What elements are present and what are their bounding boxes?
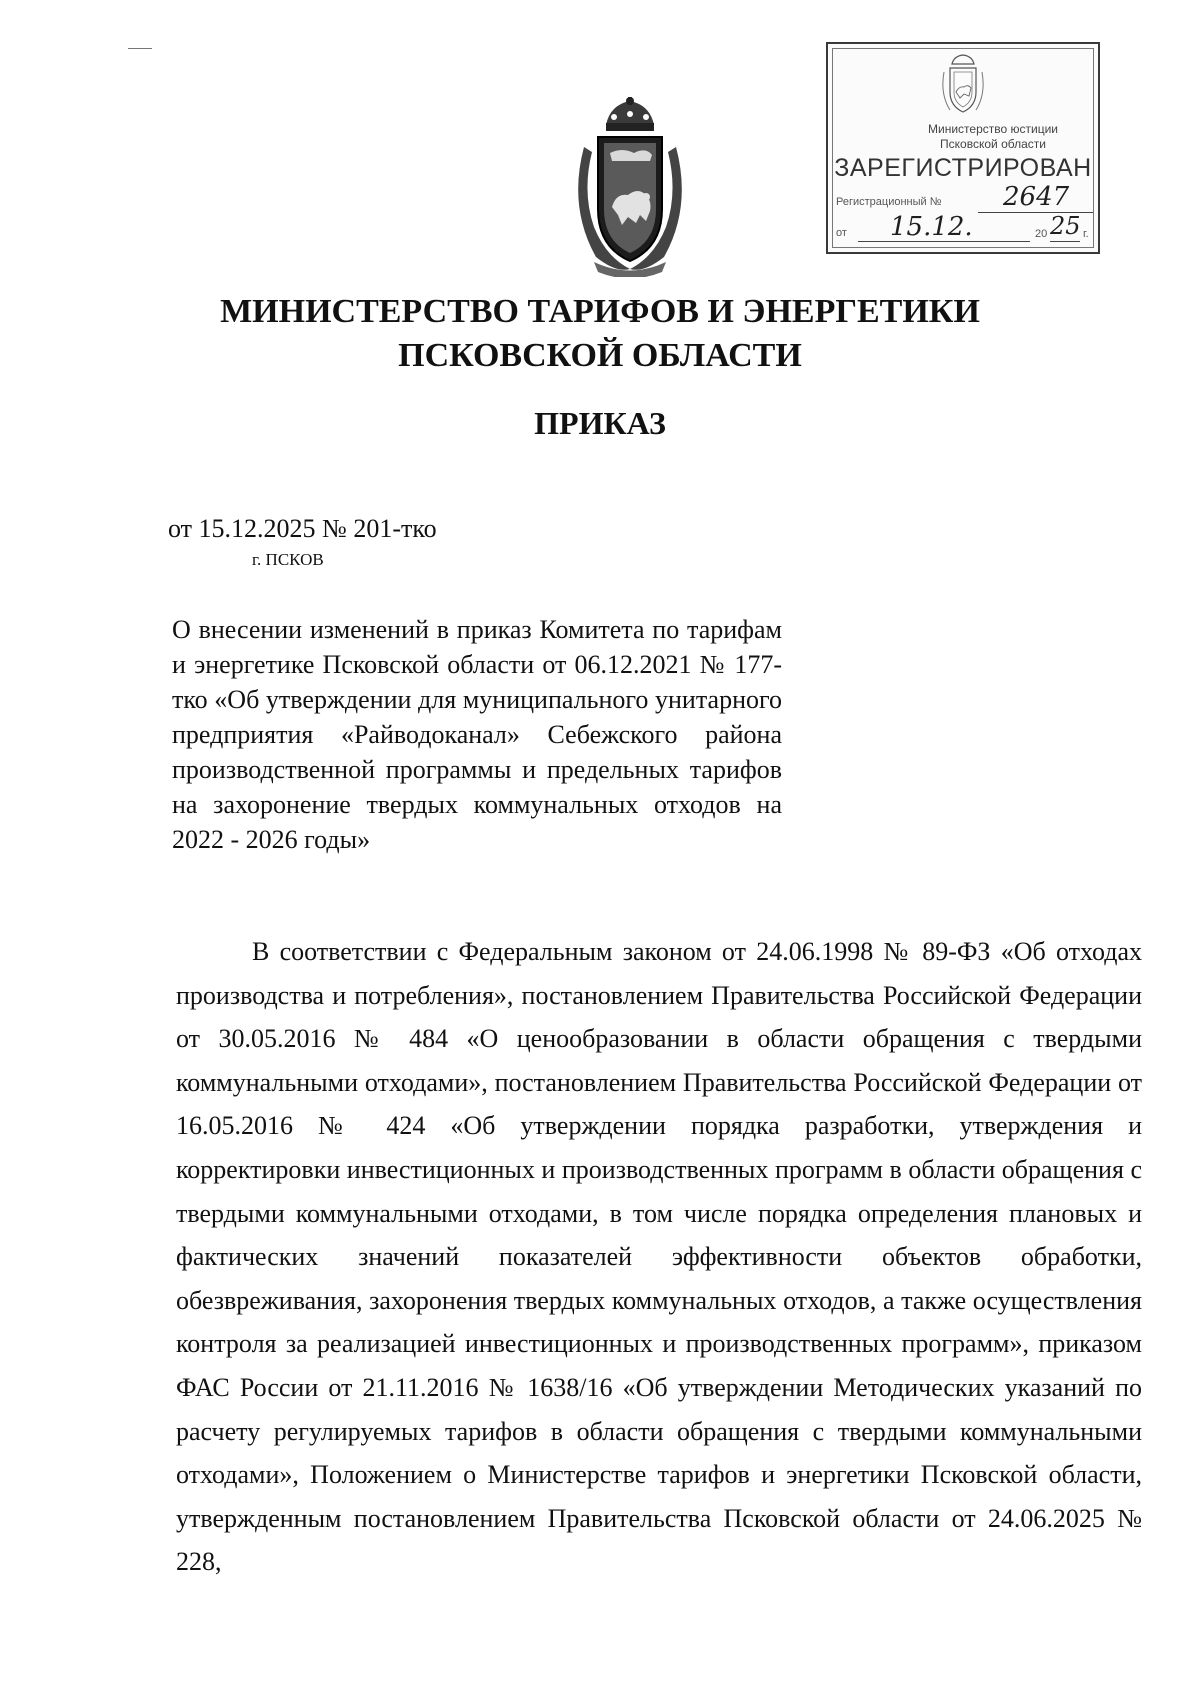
stamp-agency-line2: Псковской области — [940, 137, 1046, 151]
organization-title: МИНИСТЕРСТВО ТАРИФОВ И ЭНЕРГЕТИКИ ПСКОВСКОЙ ОБЛАСТИ — [220, 293, 980, 374]
stamp-reg-label: Регистрационный № — [836, 196, 942, 208]
scan-mark — [128, 48, 152, 49]
stamp-year-value: 25 — [1050, 212, 1081, 240]
document-body: В соответствии с Федеральным законом от 24.06.1998 № 89-ФЗ «Об отходах производства и потребления», постановлением Правительства Российской Федерации от 30.05.2016 № 484 «О ценообразовании в области обращения с твердыми коммунальными отходами», постановлением Правительства Российской Федерации от 16.05.2016 № 424 «Об утверждении порядка разработки, утверждения и корректировки инвестиционных и производственных программ в области обращения с твердыми коммунальными отходами, в том числе порядка определения плановых и фактических значений показателей эффективности объектов обработки, обезвреживания, захоронения твердых коммунальных отходов, а также осуществления контроля за реализацией инвестиционных и производственных программ», приказом ФАС России от 21.11.2016 № 1638/16 «Об утверждении Методических указаний по расчету регулируемых тарифов в области обращения с твердыми коммунальными отходами», Положением о Министерстве тарифов и энергетики Псковской области, утвержденным постановлением Правительства Псковской области от 24.06.2025 № 228, — [176, 937, 1142, 1577]
stamp-status: ЗАРЕГИСТРИРОВАН — [834, 154, 1092, 182]
registration-stamp — [826, 42, 1100, 254]
stamp-year-prefix: 20 — [1035, 228, 1048, 240]
stamp-reg-number: 2647 — [1003, 182, 1070, 212]
document-subject: О внесении изменений в приказ Комитета по тарифам и энергетике Псковской области от 06.12.2021 № 177-тко «Об утверждении для муниципального унитарного предприятия «Райводоканал» Себежского района производственной программы и предельных тарифов на захоронение твердых коммунальных отходов на 2022 - 2026 годы» — [172, 615, 782, 854]
document-date-number: от 15.12.2025 № 201-тко — [168, 514, 437, 543]
stamp-year-suffix: г. — [1083, 228, 1089, 240]
stamp-date-value: 15.12. — [890, 212, 973, 242]
document-type: ПРИКАЗ — [534, 405, 666, 441]
stamp-coat-of-arms-icon — [940, 54, 986, 116]
stamp-date-label: от — [836, 227, 847, 239]
stamp-date-underline — [858, 241, 1030, 242]
pskov-coat-of-arms-icon — [566, 97, 694, 277]
stamp-agency-line1: Министерство юстиции — [928, 122, 1058, 136]
stamp-year-underline — [1050, 241, 1080, 242]
document-city: г. ПСКОВ — [252, 550, 324, 569]
